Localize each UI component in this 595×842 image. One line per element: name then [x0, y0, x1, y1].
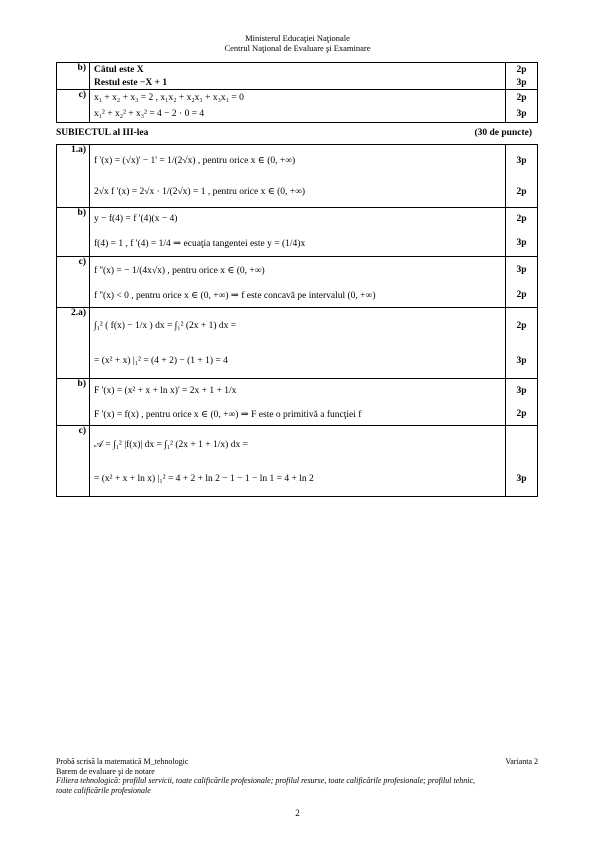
solution-line: f '(x) = (√x)' − 1' = 1/(2√x) , pentru orice x ∈ (0, +∞) [94, 156, 296, 166]
table-row [57, 63, 538, 90]
exam-name: Probă scrisă la matematică M_tehnologic [56, 757, 189, 766]
part2-table [56, 62, 538, 123]
page-number: 2 [295, 808, 300, 818]
solution-line: y − f(4) = f '(4)(x − 4) [94, 214, 178, 224]
item-points [506, 208, 538, 257]
table-row [57, 257, 538, 308]
item-solution [90, 208, 506, 257]
solution-line: Câtul este X [94, 64, 144, 75]
item-label: 2.a) [57, 308, 90, 379]
item-solution [90, 63, 506, 90]
item-points [506, 145, 538, 208]
solution-line: f ''(x) < 0 , pentru orice x ∈ (0, +∞) ⇒ f este concavă pe intervalul (0, +∞) [94, 290, 376, 301]
item-solution [90, 90, 506, 123]
center-name: Centrul Naţional de Evaluare şi Examinare [224, 43, 371, 53]
points-value: 3p [516, 474, 527, 484]
item-label: 1.a) [57, 145, 90, 208]
page-footer [56, 757, 538, 795]
item-points [506, 257, 538, 308]
solution-line: f(4) = 1 , f '(4) = 1/4 ⇒ ecuaţia tangentei este y = (1/4)x [94, 238, 306, 249]
points-value: 2p [516, 93, 527, 103]
table-row [57, 145, 538, 208]
item-solution [90, 257, 506, 308]
variant-label: Varianta 2 [505, 757, 538, 766]
points-value: 3p [516, 265, 527, 275]
solution-line: ∫₁² ( f(x) − 1/x ) dx = ∫₁² (2x + 1) dx = [94, 321, 237, 331]
item-label: b) [57, 208, 90, 257]
points-value: 2p [516, 409, 527, 419]
table-row [57, 90, 538, 123]
solution-line: F '(x) = f(x) , pentru orice x ∈ (0, +∞) ⇒ F este o primitivă a funcţiei f [94, 409, 362, 420]
barem-label: Barem de evaluare şi de notare [56, 766, 155, 776]
item-solution [90, 145, 506, 208]
page-header [0, 33, 595, 53]
solution-line: 𝒜 = ∫₁² |f(x)| dx = ∫₁² (2x + 1 + 1/x) dx = [94, 439, 248, 450]
solution-line: Restul este −X + 1 [94, 77, 168, 88]
points-value: 3p [516, 356, 527, 366]
item-label: c) [57, 426, 90, 497]
solution-line: f ''(x) = − 1/(4x√x) , pentru orice x ∈ (0, +∞) [94, 265, 265, 276]
ministry-name: Ministerul Educaţiei Naţionale [245, 33, 350, 43]
points-value: 2p [516, 186, 527, 197]
part3-table [56, 144, 538, 497]
section-points: (30 de puncte) [474, 128, 532, 138]
points-value: 2p [516, 290, 527, 300]
item-label: c) [57, 257, 90, 308]
points-value: 3p [516, 77, 527, 88]
table-row [57, 308, 538, 379]
points-value: 3p [516, 386, 527, 396]
solution-line: = (x² + x + ln x) |₁² = 4 + 2 + ln 2 − 1 − 1 − ln 1 = 4 + ln 2 [94, 474, 314, 484]
solution-line: x₁ + x₂ + x₃ = 2 , x₁x₂ + x₂x₃ + x₃x₁ = 0 [94, 93, 244, 103]
item-points [506, 379, 538, 426]
item-solution [90, 426, 506, 497]
solution-line: 2√x f '(x) = 2√x · 1/(2√x) = 1 , pentru orice x ∈ (0, +∞) [94, 187, 306, 197]
section-title: SUBIECTUL al III-lea [56, 128, 149, 138]
points-value: 2p [516, 214, 527, 224]
solution-line: x₁² + x₂² + x₃² = 4 − 2 · 0 = 4 [94, 109, 205, 119]
item-label: c) [57, 90, 90, 123]
track-description-cont: toate calificările profesionale [56, 785, 151, 795]
points-value: 2p [516, 321, 527, 331]
table-row [57, 379, 538, 426]
track-description: Filiera tehnologică: profilul servicii, toate calificările profesionale; profilul resurse, toate calificările profesionale; profilul tehnic, [56, 776, 476, 785]
item-solution [90, 308, 506, 379]
item-points [506, 308, 538, 379]
item-points [506, 90, 538, 123]
item-solution [90, 379, 506, 426]
solution-line: = (x² + x) |₁² = (4 + 2) − (1 + 1) = 4 [94, 356, 228, 366]
table-row [57, 426, 538, 497]
points-value [506, 426, 537, 462]
table-row [57, 208, 538, 257]
solution-line: F '(x) = (x² + x + ln x)' = 2x + 1 + 1/x [94, 386, 237, 396]
section-heading [56, 128, 538, 138]
points-value: 3p [516, 238, 527, 248]
item-label: b) [57, 63, 90, 90]
points-value: 2p [516, 64, 527, 75]
item-points [506, 63, 538, 90]
item-label: b) [57, 379, 90, 426]
points-value: 3p [516, 155, 527, 166]
points-value: 3p [516, 109, 527, 119]
item-points [506, 426, 538, 497]
